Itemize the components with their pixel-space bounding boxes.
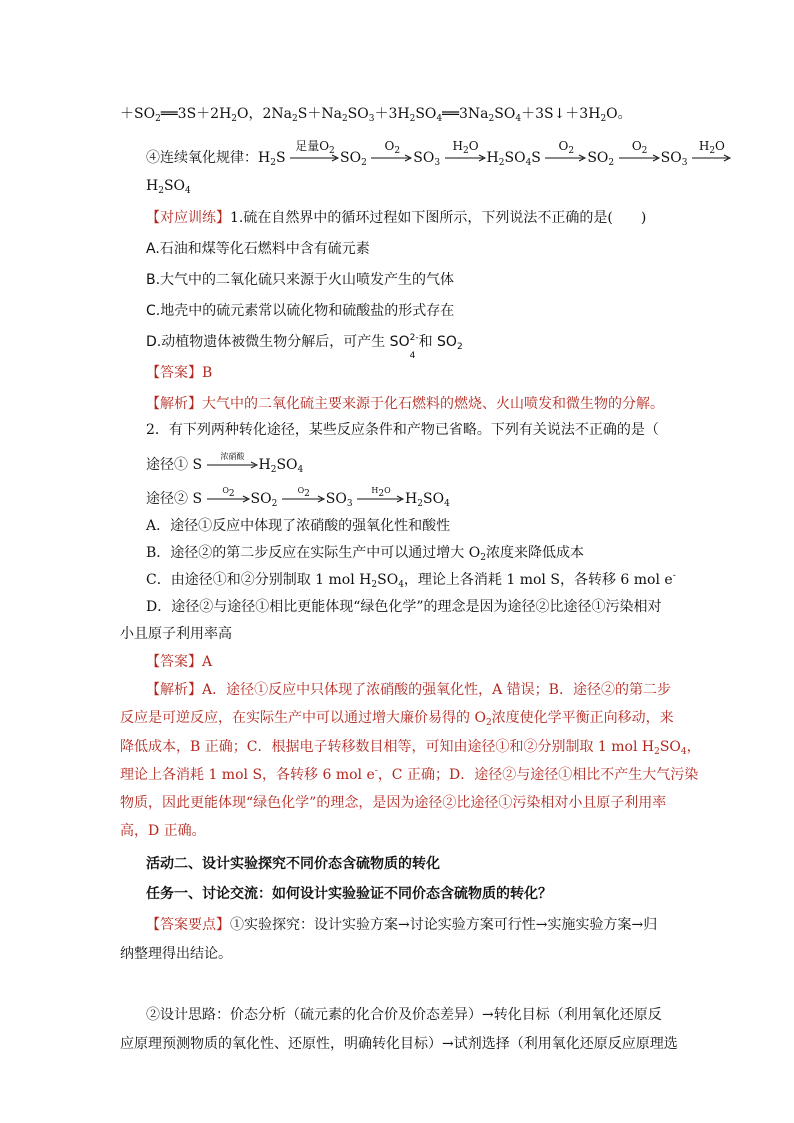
oxidation-rule-line: ④连续氧化规律：$H_2S$ 足量$O_2$ $SO_2$ $O_2$ $SO_3$ $H_2O$ $H_2SO_4S$ $O_2$ $SO_2$ $O_2$ $SO_3$ $H_2O$: [146, 148, 732, 168]
q1-option-d: D.动植物遗体被微生物分解后，可产生 $SO^{2-}$ 4 和 $SO_2$: [146, 333, 463, 361]
equation-line: $+SO_2══3S+2H_2O$，$2Na_2S+Na_2SO_3+3H_2SO_4══3Na_2SO_4+3S↓+3H_2O$。: [120, 106, 632, 124]
oxidation-rule-continuation: $H_2SO_4$: [146, 178, 191, 196]
q1-option-b: B.大气中的二氧化硫只来源于火山喷发产生的气体: [146, 272, 455, 288]
q2-analysis-line1: 【解析】A．途径①反应中只体现了浓硝酸的强氧化性，A 错误；B．途径②的第二步: [146, 682, 671, 698]
arrow-2: $O_2$: [371, 154, 413, 162]
q2-path-2: 途径② S $O_2$ $SO_2$ $O_2$ $SO_3$ $H_2O$ $H_2SO_4$: [146, 486, 450, 509]
q1-answer: 【答案】B: [146, 365, 213, 381]
path2-arrow-1: $O_2$: [207, 495, 251, 503]
q2-analysis-line3: 降低成本，B 正确；C．根据电子转移数目相等，可知由途径①和②分别制取 1 mol $H_2SO_4$，: [120, 739, 701, 757]
activity-title: 活动二、设计实验探究不同价态含硫物质的转化: [146, 856, 440, 872]
arrow-6: $H_2O$: [692, 154, 732, 162]
arrow-1: 足量$O_2$: [290, 154, 340, 162]
q2-path-1: 途径① S 浓硝酸 $H_2SO_4$: [146, 452, 304, 475]
q2-option-b: B．途径②的第二步反应在实际生产中可以通过增大 $O_2$浓度来降低成本: [146, 545, 584, 563]
arrow-5: $O_2$: [619, 154, 661, 162]
arrow-3: $H_2O$: [445, 154, 487, 162]
q1-analysis: 【解析】大气中的二氧化硫主要来源于化石燃料的燃烧、火山喷发和微生物的分解。: [146, 396, 664, 412]
q2-answer: 【答案】A: [146, 654, 213, 670]
key-points-line4: 应原理预测物质的氧化性、还原性，明确转化目标）→试剂选择（利用氧化还原反应原理选: [120, 1036, 678, 1052]
q2-analysis-line2: 反应是可逆反应，在实际生产中可以通过增大廉价易得的 $O_2$浓度使化学平衡正向移动，来: [120, 710, 674, 728]
q2-analysis-line4: 理论上各消耗 1 mol S，各转移 6 mol e-，C 正确；D．途径②与途径①相比不产生大气污染: [120, 766, 699, 783]
q1-option-c: C.地壳中的硫元素常以硫化物和硫酸盐的形式存在: [146, 303, 455, 319]
q1-stem: 【对应训练】1.硫在自然界中的循环过程如下图所示，下列说法不正确的是( ): [146, 210, 647, 226]
q2-option-d-line2: 小且原子利用率高: [120, 626, 232, 642]
q2-option-a: A．途径①反应中体现了浓硝酸的强氧化性和酸性: [146, 518, 451, 534]
q2-option-c: C．由途径①和②分别制取 1 mol $H_2SO_4$，理论上各消耗 1 mol S，各转移 6 mol e-: [146, 571, 676, 590]
path1-arrow: 浓硝酸: [207, 461, 259, 469]
q2-analysis-line6: 高，D 正确。: [120, 823, 206, 839]
key-points-line2: 纳整理得出结论。: [120, 946, 232, 962]
path2-arrow-2: $O_2$: [282, 495, 326, 503]
path2-arrow-3: $H_2O$: [357, 495, 405, 503]
key-points-line3: ②设计思路：价态分析（硫元素的化合价及价态差异）→转化目标（利用氧化还原反: [146, 1007, 662, 1023]
arrow-4: $O_2$: [545, 154, 587, 162]
key-points-line1: 【答案要点】①实验探究：设计实验方案→讨论实验方案可行性→实施实验方案→归: [146, 917, 658, 933]
q2-analysis-line5: 物质，因此更能体现“绿色化学”的理念，是因为途径②比途径①污染相对小且原子利用率: [120, 795, 667, 811]
task-one: 任务一、讨论交流：如何设计实验验证不同价态含硫物质的转化？: [146, 886, 552, 902]
q1-option-a: A.石油和煤等化石燃料中含有硫元素: [146, 241, 370, 257]
q2-stem: 2．有下列两种转化途径，某些反应条件和产物已省略。下列有关说法不正确的是（: [146, 422, 659, 438]
q2-option-d-line1: D．途径②与途径①相比更能体现“绿色化学”的理念是因为途径②比途径①污染相对: [146, 599, 662, 615]
